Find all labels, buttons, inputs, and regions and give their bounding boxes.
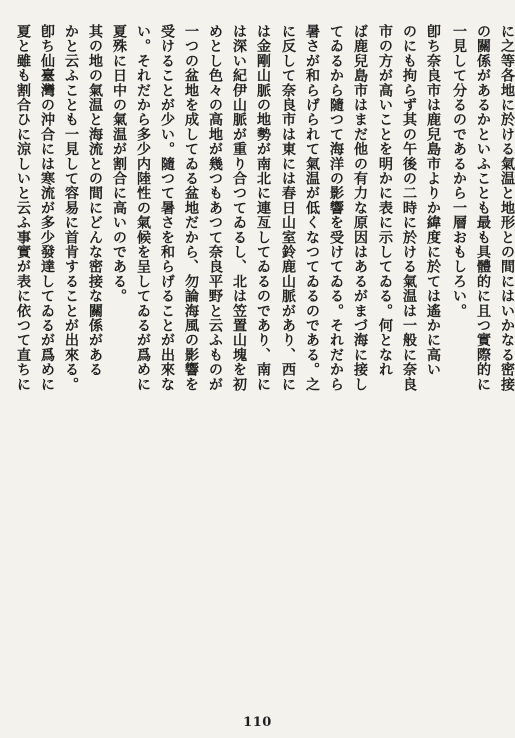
text-column-21: 夏と雖も割合ひに涼しいと云ふ事實が表に依つて直ちに: [15, 24, 31, 392]
text-column-2: の關係があるかといふことも最も具體的に且つ實際的に: [475, 24, 491, 392]
text-column-7: ば鹿兒島市はまだ他の有力な原因はあるがまづ海に接し: [352, 24, 368, 392]
text-column-18: 其の地の氣温と海流との間にどんな密接な關係がある: [87, 24, 103, 377]
text-column-1: に之等各地に於ける氣温と地形との間にはいかなる密接: [499, 24, 515, 392]
text-column-13: めとし色々の高地が幾つもあつて奈良平野と云ふものが: [207, 24, 223, 392]
text-column-19: かと云ふことも一見して容易に首肯することが出來る。: [63, 24, 79, 392]
text-column-12: は深い紀伊山脈が重り合つてゐるし、北は笠置山塊を初: [231, 24, 247, 392]
text-column-6: 市の方が高いことを明かに表に示してゐる。何となれ: [377, 24, 393, 377]
text-column-3: 一見して分るのであるから一層おもしろい。: [451, 24, 467, 318]
text-column-15: 受けることが少い。隨つて暑さを和らげることが出來な: [159, 24, 175, 392]
text-column-16: い。それだから多少内陸性の氣候を呈してゐるが爲めに: [135, 24, 151, 392]
page-number: 110: [243, 715, 272, 730]
text-column-9: 暑さが和らげられて氣温が低くなつてゐるのである。之: [304, 24, 320, 392]
text-column-14: 一つの盆地を成してゐる盆地だから、勿論海風の影響を: [183, 24, 199, 392]
text-column-11: は金剛山脈の地勢が南北に連亙してゐるのであり、南に: [255, 24, 271, 392]
text-column-20: 卽ち仙臺灣の沖合には寒流が多少發達してゐるが爲めに: [39, 24, 55, 392]
text-column-5: のにも拘らず其の午後の二時に於ける氣温は一般に奈良: [401, 24, 417, 392]
text-column-10: に反して奈良市は東には春日山室鈴鹿山脈があり、西に: [280, 24, 296, 392]
text-column-4: 卽ち奈良市は鹿兒島市よりか緯度に於ては遙かに高い: [425, 24, 441, 377]
vertical-text-body: [0, 24, 515, 704]
text-column-17: 夏殊に日中の氣温が割合に高いのである。: [111, 24, 127, 304]
text-column-8: てゐるから隨つて海洋の影響を受けてゐる。それだから: [328, 24, 344, 392]
